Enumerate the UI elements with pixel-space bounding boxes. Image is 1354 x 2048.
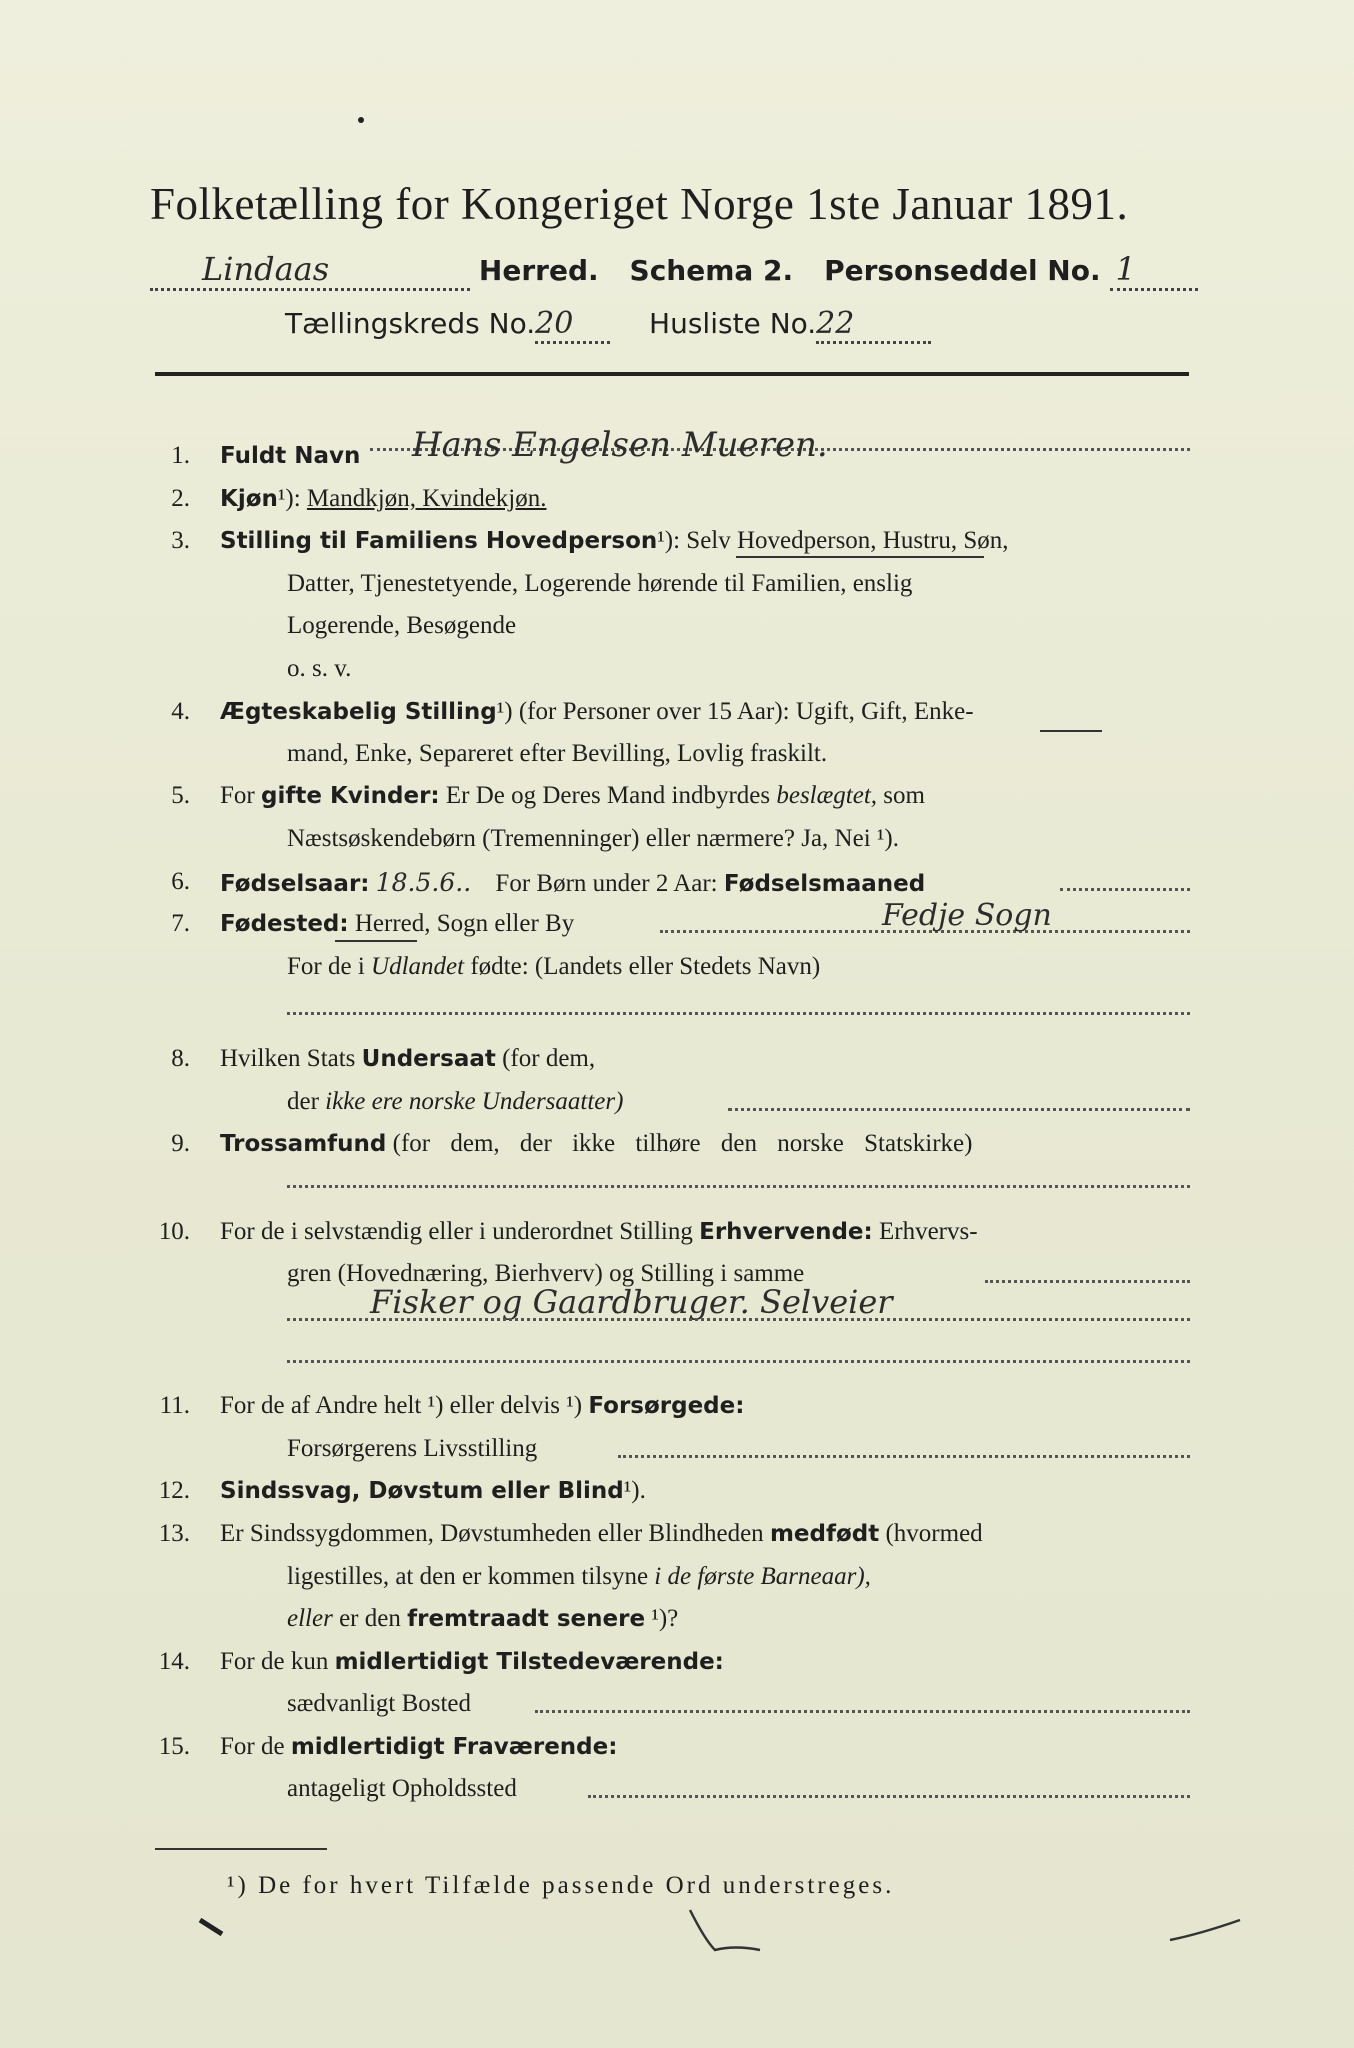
q6-label: Fødselsaar: bbox=[220, 871, 370, 897]
q9-blank-line bbox=[287, 1185, 1190, 1188]
q3-sup: ¹): bbox=[657, 527, 681, 554]
personseddel-label: Personseddel No. bbox=[824, 254, 1101, 287]
q3-options-4: o. s. v. bbox=[287, 655, 352, 682]
q4-underline bbox=[1040, 730, 1102, 732]
q13-line1 bbox=[220, 1520, 983, 1548]
pen-mark-center bbox=[690, 1910, 760, 1950]
q15-line2: antageligt Opholdssted bbox=[287, 1775, 517, 1802]
q5-pre: For bbox=[220, 782, 255, 809]
q8-text-e: ikke ere norske Undersaatter) bbox=[325, 1088, 624, 1115]
q13-line2 bbox=[287, 1563, 871, 1591]
q13-text-d: ligestilles, at den er kommen tilsyne bbox=[287, 1563, 649, 1590]
q11-line2: Forsørgerens Livsstilling bbox=[287, 1435, 538, 1462]
q15-text-b: midlertidigt Fraværende: bbox=[290, 1734, 618, 1760]
q13-text-i: ¹)? bbox=[651, 1605, 679, 1632]
q6-label2: Fødselsmaaned bbox=[723, 871, 926, 897]
q4-line1 bbox=[220, 698, 974, 726]
q7-line1 bbox=[220, 910, 574, 938]
q7-number: 7. bbox=[171, 910, 190, 937]
q5-number: 5. bbox=[171, 782, 190, 809]
q13-text-g: er den bbox=[339, 1605, 401, 1632]
q8-text-a: Hvilken Stats bbox=[220, 1045, 356, 1072]
q5-line2: Næstsøskendebørn (Tremenninger) eller nærmere? Ja, Nei ¹). bbox=[287, 825, 899, 852]
q3-underline bbox=[736, 556, 984, 558]
q14-line1 bbox=[220, 1648, 724, 1676]
personseddel-value: 1 bbox=[1110, 250, 1198, 291]
q15-text-a: For de bbox=[220, 1733, 285, 1760]
q7-line2 bbox=[287, 953, 820, 981]
q2-options: Mandkjøn, Kvindekjøn. bbox=[306, 485, 547, 512]
q3-line1 bbox=[220, 527, 1009, 555]
q8-text-d: der bbox=[287, 1088, 319, 1115]
q3-label: Stilling til Familiens Hovedperson bbox=[220, 528, 658, 554]
q12-line1 bbox=[220, 1477, 646, 1505]
q9-label: Trossamfund bbox=[220, 1131, 387, 1157]
q6-number: 6. bbox=[171, 868, 190, 895]
q14-text-b: midlertidigt Tilstedeværende: bbox=[334, 1649, 724, 1675]
q10-line-fill bbox=[985, 1280, 1190, 1283]
q4-sup: ¹) bbox=[496, 698, 513, 725]
q14-text-a: For de kun bbox=[220, 1648, 329, 1675]
q11-line1 bbox=[220, 1392, 744, 1420]
q7-answer: Fedje Sogn bbox=[882, 898, 1052, 933]
q5-line1 bbox=[220, 782, 925, 810]
q15-number: 15. bbox=[158, 1733, 190, 1760]
q2-sup: ¹): bbox=[277, 485, 301, 512]
q1-number: 1. bbox=[171, 442, 190, 469]
q1-answer: Hans Engelsen Mueren. bbox=[412, 425, 828, 465]
q6-line-fill bbox=[1060, 888, 1190, 891]
q11-text-a: For de af Andre helt ¹) eller delvis ¹) bbox=[220, 1392, 583, 1419]
q12-label: Sindssvag, Døvstum eller Blind bbox=[220, 1478, 624, 1504]
q6-line bbox=[220, 868, 925, 898]
q13-text-b: medfødt bbox=[769, 1521, 880, 1547]
q3-options-3: Logerende, Besøgende bbox=[287, 612, 517, 639]
schema-label: Schema 2. bbox=[629, 254, 794, 287]
q8-line-fill bbox=[728, 1108, 1190, 1111]
herred-label: Herred. bbox=[478, 254, 599, 287]
q1-label-text: Fuldt Navn bbox=[220, 443, 361, 469]
ink-dot bbox=[358, 117, 364, 123]
herred-line bbox=[150, 250, 1198, 291]
q10-blank-line bbox=[287, 1360, 1190, 1363]
q7-text-b: Udlandet bbox=[371, 953, 465, 980]
q10-text-b: Erhvervende: bbox=[699, 1219, 873, 1245]
q4-options-1: (for Personer over 15 Aar): Ugift, Gift, Enke- bbox=[518, 698, 974, 725]
q11-line-fill bbox=[618, 1455, 1190, 1458]
q5-text-a: Er De og Deres Mand indbyrdes bbox=[445, 782, 771, 809]
pen-mark-right bbox=[1170, 1920, 1240, 1940]
q10-number: 10. bbox=[158, 1218, 190, 1245]
q15-line1 bbox=[220, 1733, 617, 1761]
q2-label: Kjøn bbox=[220, 486, 278, 512]
q4-options-2: mand, Enke, Separeret efter Bevilling, Lovlig fraskilt. bbox=[287, 740, 828, 767]
q3-options-1: Selv Hovedperson, Hustru, Søn, bbox=[686, 527, 1009, 554]
q8-text-b: Undersaat bbox=[361, 1046, 496, 1072]
q14-line2: sædvanligt Bosted bbox=[287, 1690, 472, 1717]
q8-number: 8. bbox=[171, 1045, 190, 1072]
q13-text-f: eller bbox=[287, 1605, 333, 1632]
q13-text-h: fremtraadt senere bbox=[407, 1606, 646, 1632]
q13-line3 bbox=[287, 1605, 678, 1633]
footnote: ¹) De for hvert Tilfælde passende Ord understreges. bbox=[227, 1872, 895, 1899]
q10-line2: gren (Hovednæring, Bierhverv) og Stilling i samme bbox=[287, 1260, 805, 1287]
q8-line1 bbox=[220, 1045, 595, 1073]
kreds-value: 20 bbox=[535, 306, 610, 344]
herred-value: Lindaas bbox=[150, 250, 470, 291]
q9-number: 9. bbox=[171, 1130, 190, 1157]
pen-marks bbox=[0, 1900, 1354, 2040]
q10-text-a: For de i selvstændig eller i underordnet Stilling bbox=[220, 1218, 693, 1245]
q15-line-fill bbox=[588, 1795, 1190, 1798]
q12-sup: ¹). bbox=[623, 1477, 646, 1504]
q7-text-c: fødte: (Landets eller Stedets Navn) bbox=[470, 953, 821, 980]
husliste-value: 22 bbox=[816, 306, 931, 344]
q7-label: Fødested: bbox=[220, 911, 349, 937]
q5-text-c: som bbox=[883, 782, 925, 809]
q10-line1 bbox=[220, 1218, 978, 1246]
q10-answer: Fisker og Gaardbruger. Selveier bbox=[370, 1283, 893, 1321]
q4-number: 4. bbox=[171, 698, 190, 725]
q8-text-c: (for dem, bbox=[502, 1045, 596, 1072]
kreds-label: Tællingskreds No. bbox=[285, 307, 536, 340]
q7-text-a: For de i bbox=[287, 953, 365, 980]
q7-options: Herred, Sogn eller By bbox=[354, 910, 575, 937]
q2-text bbox=[220, 485, 547, 513]
q6-mid: For Børn under 2 Aar: bbox=[495, 870, 718, 897]
q10-text-c: Erhvervs- bbox=[878, 1218, 978, 1245]
q10-answer-line bbox=[287, 1318, 1190, 1321]
q5-label: gifte Kvinder: bbox=[260, 783, 440, 809]
form-title: Folketælling for Kongeriget Norge 1ste Januar 1891. bbox=[150, 179, 1129, 229]
q14-line-fill bbox=[535, 1710, 1190, 1713]
footnote-rule bbox=[155, 1848, 327, 1850]
husliste-label: Husliste No. bbox=[649, 307, 817, 340]
kreds-line bbox=[285, 306, 931, 344]
q13-text-a: Er Sindssygdommen, Døvstumheden eller Blindheden bbox=[220, 1520, 764, 1547]
q11-number: 11. bbox=[159, 1392, 190, 1419]
pen-mark-left bbox=[200, 1920, 222, 1934]
q11-text-b: Forsørgede: bbox=[588, 1393, 745, 1419]
header-divider bbox=[155, 372, 1189, 376]
q5-text-b: beslægtet, bbox=[776, 782, 878, 809]
q14-number: 14. bbox=[158, 1648, 190, 1675]
q9-line1 bbox=[220, 1130, 972, 1158]
q8-line2 bbox=[287, 1088, 623, 1116]
q13-text-c: (hvormed bbox=[885, 1520, 983, 1547]
q3-number: 3. bbox=[171, 527, 190, 554]
q7-underline bbox=[335, 940, 417, 942]
q3-options-2: Datter, Tjenestetyende, Logerende hørende til Familien, enslig bbox=[287, 570, 913, 597]
q12-number: 12. bbox=[158, 1477, 190, 1504]
q13-text-e: i de første Barneaar), bbox=[654, 1563, 871, 1590]
q2-number: 2. bbox=[171, 485, 190, 512]
q6-year: 18.5.6.. bbox=[375, 868, 472, 897]
q7-blank-line bbox=[287, 1012, 1190, 1015]
q1-label bbox=[220, 442, 360, 470]
q13-number: 13. bbox=[158, 1520, 190, 1547]
q9-text: (for dem, der ikke tilhøre den norske Statskirke) bbox=[392, 1130, 973, 1157]
q4-label: Ægteskabelig Stilling bbox=[220, 699, 497, 725]
